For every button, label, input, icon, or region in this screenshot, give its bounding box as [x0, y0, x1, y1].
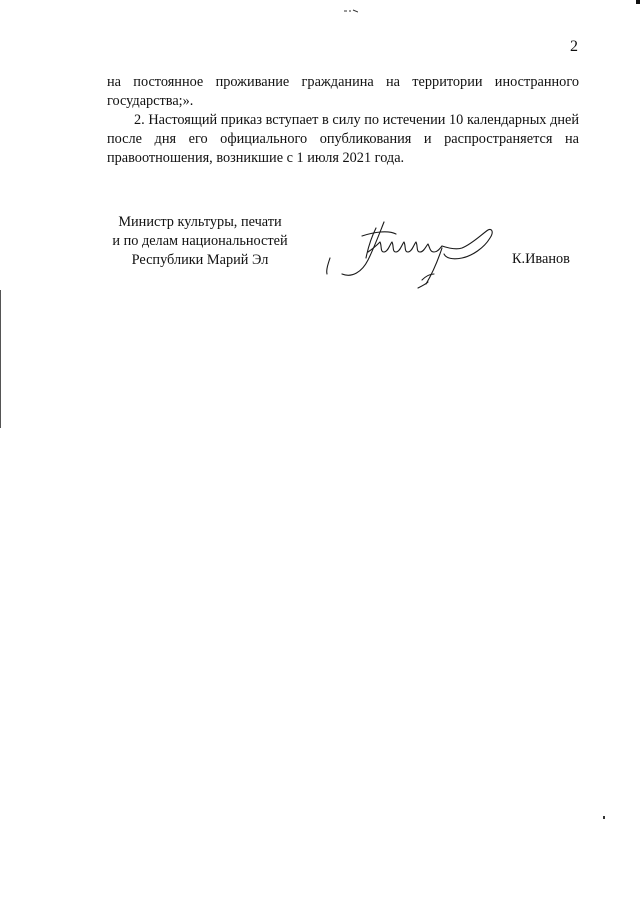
scan-artifact-mark	[344, 8, 358, 14]
paragraph-continuation: на постоянное проживание гражданина на территории иностранного государства;».	[107, 74, 579, 109]
scan-edge-line	[0, 290, 1, 428]
document-body	[107, 73, 579, 168]
handwritten-signature-icon	[322, 218, 502, 290]
signer-position	[95, 213, 305, 270]
scan-corner-mark	[636, 0, 640, 4]
page-number: 2	[570, 38, 578, 55]
signer-position-line-3: Республики Марий Эл	[131, 252, 269, 268]
scan-speck	[603, 816, 605, 819]
paragraph-item-2: 2. Настоящий приказ вступает в силу по истечении 10 календарных дней после дня его официального опубликования и распространяется на правоотношения, возникшие с 1 июля 2021 года.	[107, 112, 579, 166]
signer-position-line-1: Министр культуры, печати	[118, 214, 282, 230]
signer-name: К.Иванов	[512, 251, 570, 267]
signer-position-line-2: и по делам национальностей	[112, 233, 288, 249]
